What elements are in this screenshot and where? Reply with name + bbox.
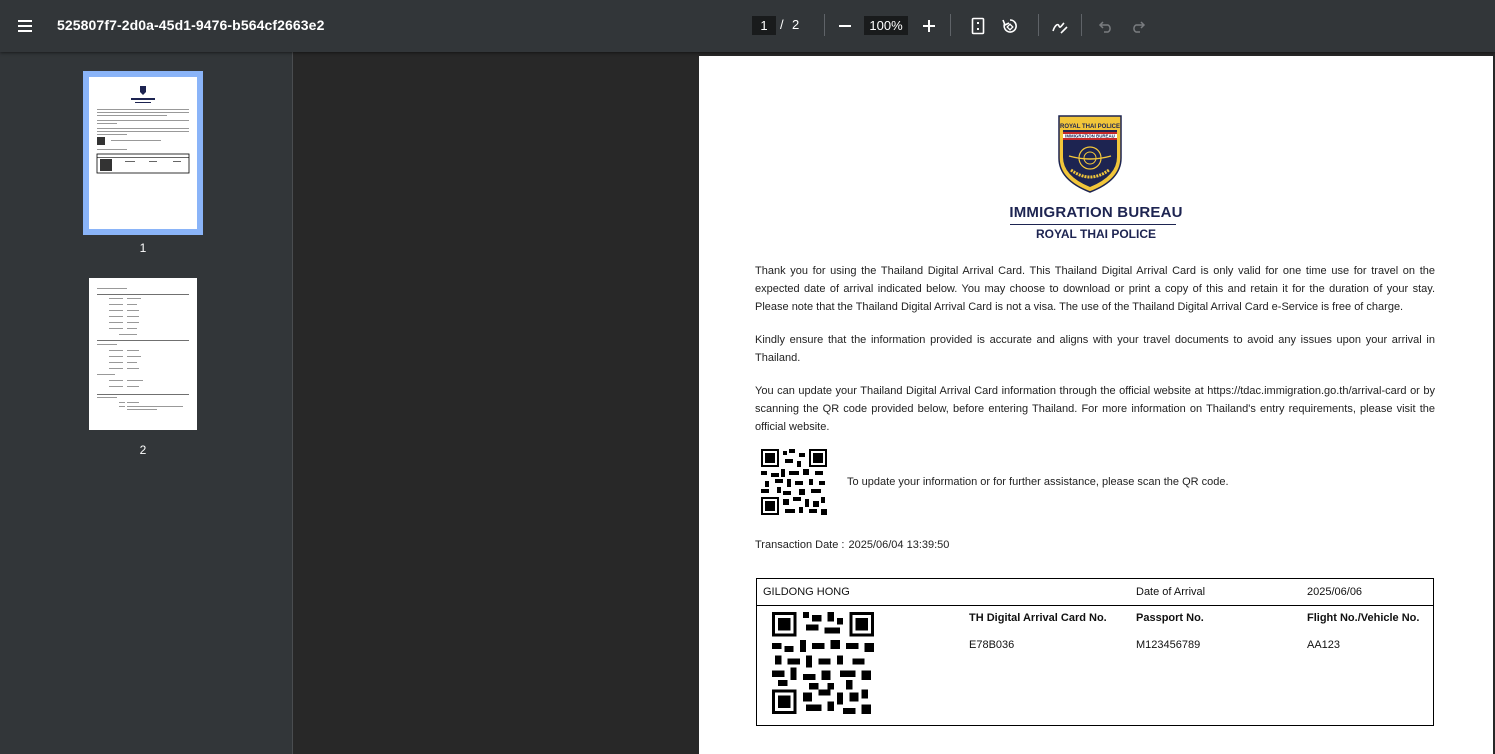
menu-icon[interactable] [13, 14, 37, 38]
fit-page-icon[interactable] [965, 13, 991, 39]
traveler-name: GILDONG HONG [763, 586, 850, 598]
document-title: 525807f7-2d0a-45d1-9476-b564cf2663e2 [57, 17, 325, 33]
page-total: 2 [792, 17, 800, 32]
passport-number-label: Passport No. [1136, 612, 1204, 624]
transaction-date [755, 539, 949, 551]
page-thumbnail-1[interactable] [89, 77, 197, 229]
toolbar-divider [1081, 14, 1082, 36]
annotate-pen-icon[interactable] [1047, 13, 1073, 39]
document-viewer[interactable] [294, 52, 1495, 754]
svg-text:IMMIGRATION BUREAU: IMMIGRATION BUREAU [1065, 133, 1115, 139]
arrival-card-summary [756, 578, 1434, 726]
arrival-date-value: 2025/06/06 [1307, 586, 1363, 598]
bureau-title: IMMIGRATION BUREAU [1009, 204, 1183, 221]
page-thumbnail-label: 1 [139, 241, 147, 255]
rotate-icon[interactable] [997, 13, 1023, 39]
bureau-subtitle: ROYAL THAI POLICE [1035, 227, 1157, 241]
flight-number-value: AA123 [1307, 639, 1341, 651]
update-paragraph: You can update your Thailand Digital Arrival Card information through the official website at https://tdac.immigration.go.th/arrival-card or by scanning the QR code provided below, before entering Thailand. For more information on Thailand's entry requirements, please visit the official website. [755, 385, 1435, 433]
arrival-date-label: Date of Arrival [1136, 586, 1206, 598]
redo-icon[interactable] [1125, 13, 1151, 39]
arrival-card-qr-code [772, 612, 874, 714]
qr-instruction: To update your information or for further assistance, please scan the QR code. [847, 476, 1229, 488]
zoom-input[interactable]: 100% [864, 16, 908, 35]
tdac-number-value: E78B036 [969, 639, 1015, 651]
update-qr-code [761, 449, 827, 515]
page-separator: / [780, 17, 784, 32]
flight-number-label: Flight No./Vehicle No. [1307, 612, 1420, 624]
tdac-number-label: TH Digital Arrival Card No. [969, 612, 1107, 624]
page-number-input[interactable]: 1 [752, 16, 776, 35]
thumbnail-sidebar [0, 52, 293, 754]
passport-number-value: M123456789 [1136, 639, 1201, 651]
toolbar-divider [824, 14, 825, 36]
transaction-date-value: 2025/06/04 13:39:50 [848, 539, 950, 551]
title-divider [1010, 224, 1176, 225]
accuracy-paragraph: Kindly ensure that the information provided is accurate and aligns with your travel documents to avoid any issues upon your arrival in Thailand. [755, 334, 1435, 364]
immigration-bureau-logo [1055, 112, 1125, 194]
page-thumbnail-preview [89, 77, 197, 229]
page-thumbnail-label: 2 [139, 443, 147, 457]
pdf-page [699, 56, 1493, 754]
zoom-in-icon[interactable] [916, 13, 942, 39]
toolbar [0, 0, 1495, 52]
zoom-out-icon[interactable] [832, 13, 858, 39]
page-thumbnail-preview [89, 278, 197, 430]
svg-text:ROYAL THAI POLICE: ROYAL THAI POLICE [1059, 124, 1121, 130]
intro-paragraph: Thank you for using the Thailand Digital Arrival Card. This Thailand Digital Arrival Card is only valid for one time use for travel on the expected date of arrival indicated below. You may choose to download or print a copy of this and retain it for the duration of your stay. Please note that the Thailand Digital Arrival Card is not a visa. The use of the Thailand Digital Arrival Card e-Service is free of charge. [755, 265, 1435, 313]
undo-icon[interactable] [1093, 13, 1119, 39]
toolbar-divider [1038, 14, 1039, 36]
transaction-date-label: Transaction Date : [755, 539, 845, 551]
page-thumbnail-2[interactable] [89, 278, 197, 430]
toolbar-divider [950, 14, 951, 36]
